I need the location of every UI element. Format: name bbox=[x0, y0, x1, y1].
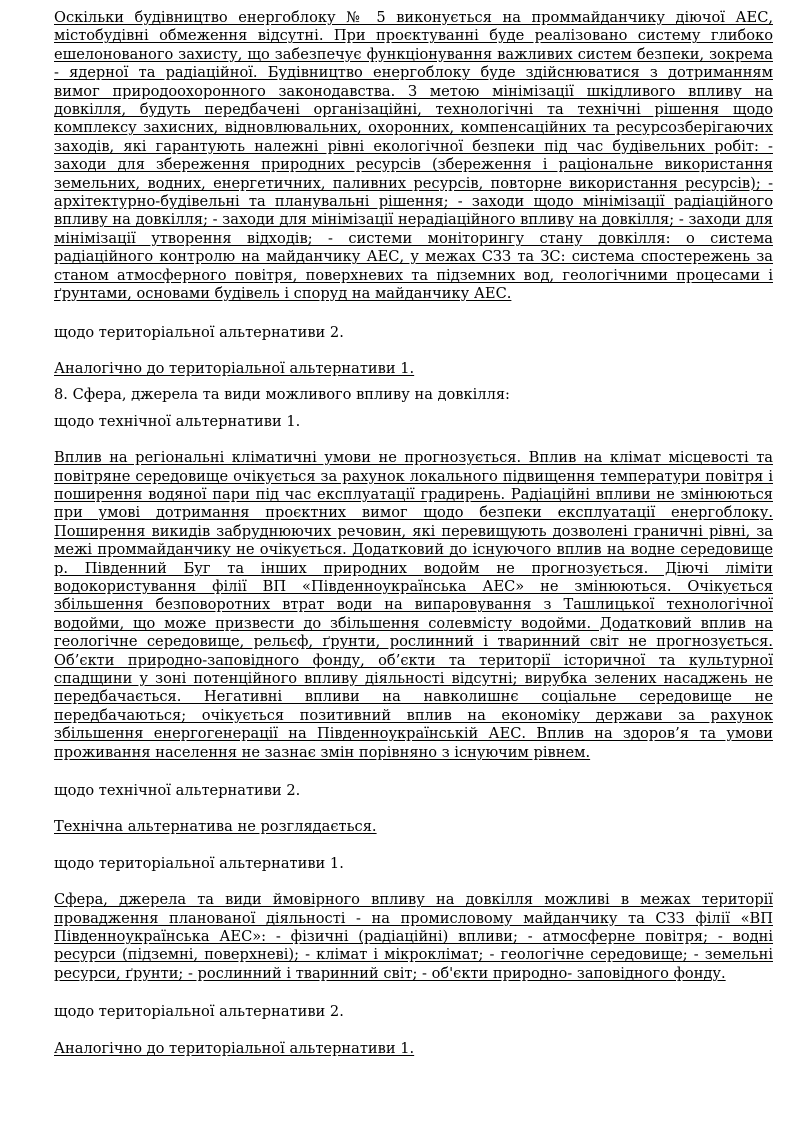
label-technical-alt-1: щодо технічної альтернативи 1. bbox=[54, 412, 301, 430]
label-territorial-alt-1: щодо територіальної альтернативи 1. bbox=[54, 854, 344, 872]
label-territorial-alt-2: щодо територіальної альтернативи 2. bbox=[54, 323, 344, 341]
paragraph-construction-measures: Оскільки будівництво енергоблоку № 5 виконується на проммайданчику діючої АЕС, містобудівні обмеження відсутні. При проєктуванні буде реалізовано систему глибоко ешелонованого захисту, що забезпечує функціонування важливих систем безпеки, зокрема - ядерної та радіаційної. Будівництво енергоблоку буде здійснюватися з дотриманням вимог природоохоронного законодавства. З метою мінімізації шкідливого впливу на довкілля, будуть передбачені організаційні, технологічні та технічні рішення щодо комплексу захисних, відновлювальних, охоронних, компенсаційних та ресурсозберігаючих заходів, які гарантують належні рівні екологічної безпеки під час будівельних робіт: - заходи для збереження природних ресурсів (збереження і раціональне використання земельних, водних, енергетичних, паливних ресурсів, повторне використання ресурсів); - архітектурно-будівельні та планувальні рішення; - заходи щодо мінімізації радіаційного впливу на довкілля; - заходи для мінімізації нерадіаційного впливу на довкілля; - заходи для мінімізації утворення відходів; - системи моніторингу стану довкілля: о система радіаційного контролю на майданчику АЕС, у межах СЗЗ та ЗС: система спостережень за станом атмосферного повітря, поверхневих та підземних вод, геологічними процесами і ґрунтами, основами будівель і споруд на майданчику АЕС. bbox=[54, 9, 773, 303]
section-8-heading: 8. Сфера, джерела та види можливого впливу на довкілля: bbox=[54, 386, 510, 404]
paragraph-territorial-alt-2-second-text: Аналогічно до територіальної альтернативи 1. bbox=[54, 1039, 415, 1057]
paragraph-technical-alt-2-text: Технічна альтернатива не розглядається. bbox=[54, 818, 377, 836]
paragraph-territorial-alt-2-text: Аналогічно до територіальної альтернативи 1. bbox=[54, 359, 415, 377]
label-territorial-alt-2-second: щодо територіальної альтернативи 2. bbox=[54, 1003, 344, 1021]
label-technical-alt-2: щодо технічної альтернативи 2. bbox=[54, 782, 301, 800]
paragraph-impact-scope: Сфера, джерела та види ймовірного впливу на довкілля можливі в межах території провадження планованої діяльності - на промисловому майданчику та СЗЗ філії «ВП Південноукраїнська АЕС»: - фізичні (радіаційні) впливи; - атмосферне повітря; - водні ресурси (підземні, поверхневі); - клімат і мікроклімат; - геологічне середовище; - земельні ресурси, ґрунти; - рослинний і тваринний світ; - об'єкти природно- заповідного фонду. bbox=[54, 891, 773, 982]
paragraph-impact-description: Вплив на регіональні кліматичні умови не прогнозується. Вплив на клімат місцевості та повітряне середовище очікується за рахунок локального підвищення температури повітря і поширення водяної пари під час експлуатації градирень. Радіаційні впливи не змінюються при умові дотримання проєктних вимог щодо безпеки експлуатації енергоблоку. Поширення викидів забруднюючих речовин, які перевищують дозволені граничні рівні, за межі проммайданчику не очікується. Додатковий до існуючого вплив на водне середовище р. Південний Буг та інших природних водойм не прогнозується. Діючі ліміти водокористування філії ВП «Південноукраїнська АЕС» не змінюються. Очікується збільшення безповоротних втрат води на випаровування з Ташлицької технологічної водойми, що може призвести до збільшення солевмісту водойми. Додатковий вплив на геологічне середовище, рельєф, ґрунти, рослинний і тваринний світ не прогнозується. Об’єкти природно-заповідного фонду, об’єкти та території історичної та культурної спадщини у зоні потенційного впливу діяльності відсутні; вирубка зелених насаджень не передбачається. Негативні впливи на навколишнє соціальне середовище не передбачаються; очікується позитивний вплив на економіку держави за рахунок збільшення енергогенерації на Південноукраїнській АЕС. Вплив на здоров’я та умови проживання населення не зазнає змін порівняно з існуючим рівнем. bbox=[54, 449, 773, 761]
